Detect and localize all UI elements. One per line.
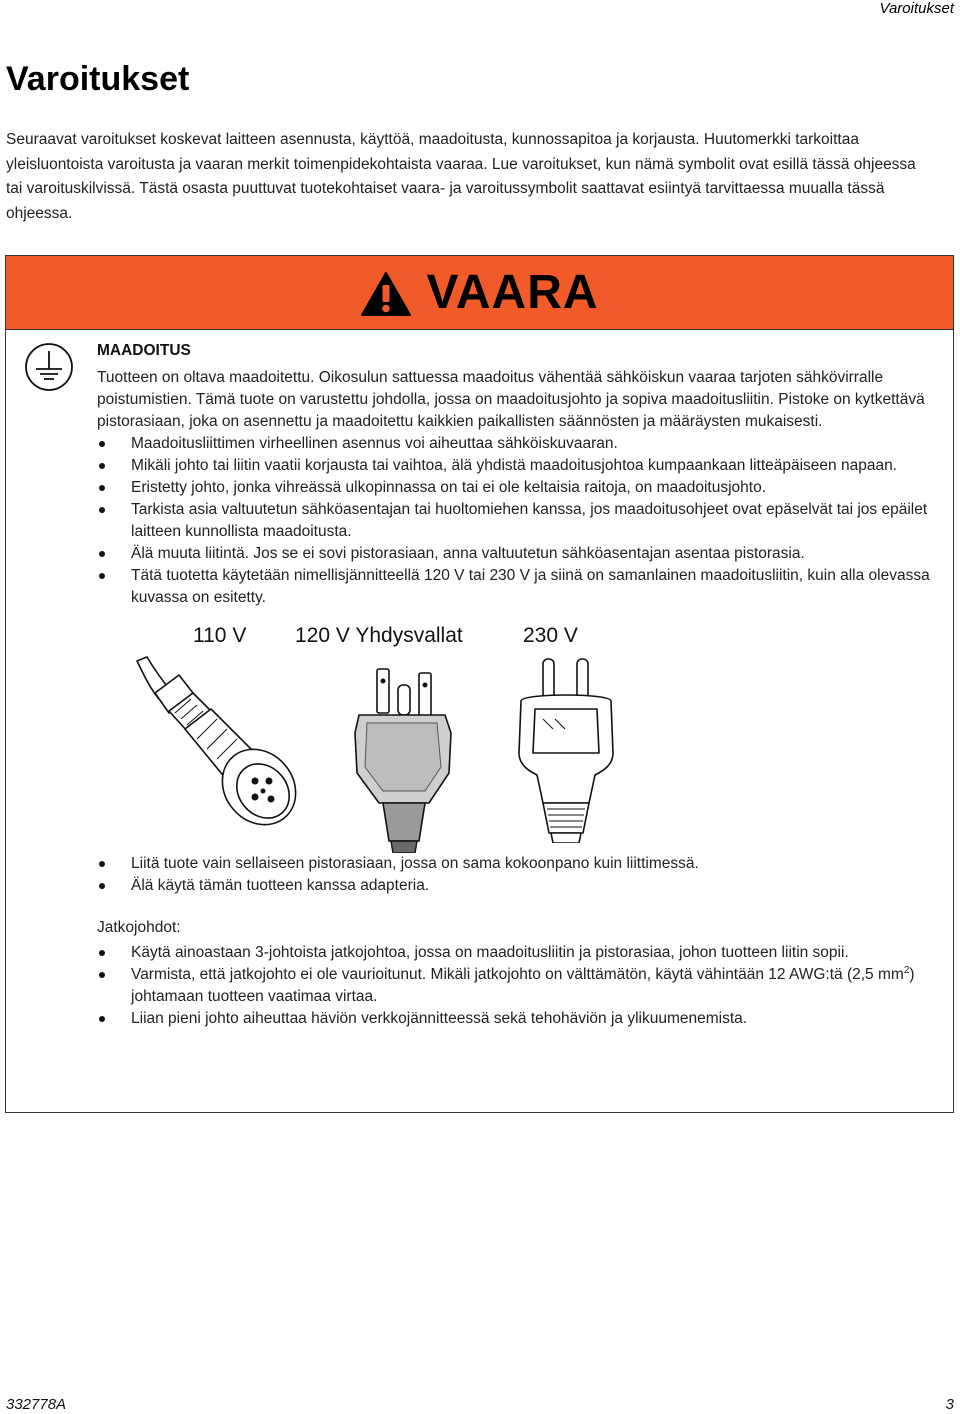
list-item: Liian pieni johto aiheuttaa häviön verkkojännitteessä sekä tehohäviön ja ylikuumenemista. — [97, 1008, 945, 1030]
extension-cords-list — [97, 942, 945, 1030]
warning-triangle-icon — [360, 271, 412, 317]
plug-label-110v: 110 V — [193, 624, 247, 647]
plug-label-120v: 120 V Yhdysvallat — [295, 624, 463, 647]
list-item: Älä käytä tämän tuotteen kanssa adapteria. — [97, 875, 945, 897]
list-item: Eristetty johto, jonka vihreässä ulkopinnassa on tai ei ole keltaisia raitoja, on maadoitusjohto. — [97, 477, 945, 499]
list-item — [97, 964, 945, 1008]
us-grounded-plug-icon — [337, 663, 467, 853]
list-item-text: ) johtamaan tuotteen vaatimaa virtaa. — [131, 966, 915, 1005]
list-item: Älä muuta liitintä. Jos se ei sovi pistorasiaan, anna valtuutetun sähköasentajan asentaa pistorasia. — [97, 543, 945, 565]
list-item: Käytä ainoastaan 3-johtoista jatkojohtoa, jossa on maadoitusliitin ja pistorasiaa, johon tuotteen liitin sopii. — [97, 942, 945, 964]
danger-banner — [6, 256, 953, 330]
grounding-content — [97, 340, 945, 1030]
industrial-plug-icon — [127, 653, 317, 843]
plug-rules-list — [97, 853, 945, 897]
intro-paragraph: Seuraavat varoitukset koskevat laitteen asennusta, käyttöä, maadoitusta, kunnossapitoa ja korjausta. Huutomerkki tarkoittaa yleisluontoista varoitusta ja vaaran merkit toimenpidekohtaista vaaraa. Lue varoitukset, kun nämä symbolit ovat esillä tässä ohjeessa tai varoituskilvissä. Tästä osasta puuttuvat tuotekohtaiset vaara- ja varoitussymbolit saattavat esiintyä tarvittaessa muualla tässä ohjeessa. — [6, 131, 916, 222]
page-number: 3 — [945, 1396, 954, 1413]
list-item: Tätä tuotetta käytetään nimellisjännitteellä 120 V tai 230 V ja siinä on samanlainen maadoitusliitin, kuin alla olevassa kuvassa on esitetty. — [97, 565, 945, 609]
list-item: Tarkista asia valtuutetun sähköasentajan tai huoltomiehen kanssa, jos maadoitusohjeet ovat epäselvät tai jos epäilet laitteen kunnollista maadoitusta. — [97, 499, 945, 543]
grounding-bullet-list — [97, 433, 945, 609]
document-number: 332778A — [6, 1396, 67, 1413]
plug-labels — [97, 619, 945, 653]
list-item: Liitä tuote vain sellaiseen pistorasiaan, jossa on sama kokoonpano kuin liittimessä. — [97, 853, 945, 875]
ground-symbol-icon — [24, 342, 74, 392]
schuko-plug-icon — [507, 653, 627, 843]
extension-cords-heading: Jatkojohdot: — [97, 919, 181, 936]
list-item: Mikäli johto tai liitin vaatii korjausta tai vaihtoa, älä yhdistä maadoitusjohtoa kumpaankaan litteäpäiseen napaan. — [97, 455, 945, 477]
list-item: Maadoitusliittimen virheellinen asennus voi aiheuttaa sähköiskuvaaran. — [97, 433, 945, 455]
danger-signal-word: VAARA — [426, 266, 599, 319]
grounding-warning-box — [5, 255, 954, 1113]
plug-label-230v: 230 V — [523, 624, 578, 647]
hazard-title: MAADOITUS — [97, 342, 191, 359]
plug-illustrations — [97, 653, 945, 853]
superscript: 2 — [903, 964, 910, 976]
list-item-text: Varmista, että jatkojohto ei ole vaurioitunut. Mikäli jatkojohto on välttämätön, käytä vähintään 12 AWG:tä (2,5 mm — [131, 966, 904, 983]
page-title: Varoitukset — [6, 60, 190, 98]
grounding-paragraph: Tuotteen on oltava maadoitettu. Oikosulun sattuessa maadoitus vähentää sähköiskun vaaraa tarjoten sähkövirralle poistumistien. Tämä tuote on varustettu johdolla, jossa on maadoitusjohto ja sopiva maadoitusliitin. Pistoke on kytkettävä pistorasiaan, joka on asennettu ja maadoitettu kaikkien paikallisten säännösten ja määräysten mukaisesti. — [97, 369, 925, 430]
running-header: Varoitukset — [879, 0, 954, 17]
